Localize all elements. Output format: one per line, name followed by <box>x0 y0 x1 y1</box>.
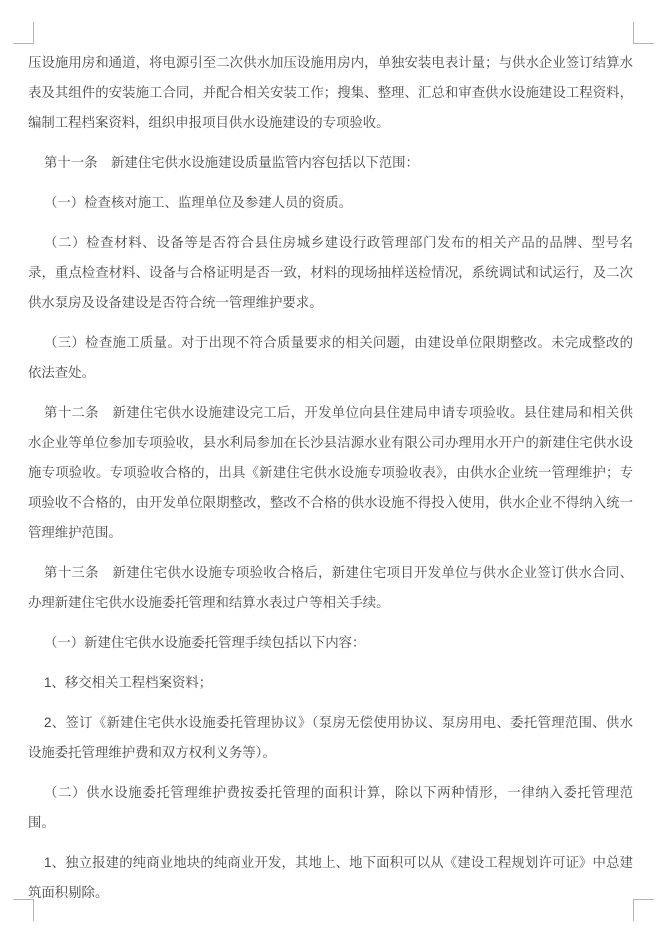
paragraph: 第十一条 新建住宅供水设施建设质量监管内容包括以下范围： <box>44 155 419 170</box>
document-text-area <box>28 48 633 908</box>
paragraph: 2、签订《新建住宅供水设施委托管理协议》（泵房无偿使用协议、泵房用电、委托管理范围、供水设施委托管理维护费和双方权利义务等）。 <box>28 715 633 760</box>
paragraph: 压设施用房和通道，将电源引至二次供水加压设施用房内，单独安装电表计量；与供水企业签订结算水表及其组件的安装施工合同，并配合相关安装工作；搜集、整理、汇总和审查供水设施建设工程资料，编制工程档案资料，组织申报项目供水设施建设的专项验收。 <box>28 55 633 130</box>
paragraph: 1、移交相关工程档案资料； <box>44 675 213 690</box>
paragraph: （一）新建住宅供水设施委托管理手续包括以下内容： <box>44 635 366 650</box>
paragraph: 第十二条 新建住宅供水设施建设完工后，开发单位向县住建局申请专项验收。县住建局和相关供水企业等单位参加专项验收，县水利局参加在长沙县洁源水业有限公司办理用水开户的新建住宅供水设施专项验收。专项验收合格的，出具《新建住宅供水设施专项验收表》，由供水企业统一管理维护；专项验收不合格的，由开发单位限期整改，整改不合格的供水设施不得投入使用，供水企业不得纳入统一管理维护范围。 <box>28 405 633 540</box>
crop-mark-top-right-icon <box>633 22 654 44</box>
paragraph: （二）供水设施委托管理维护费按委托管理的面积计算，除以下两种情形，一律纳入委托管理范围。 <box>28 785 633 830</box>
paragraph: 第十三条 新建住宅供水设施专项验收合格后，新建住宅项目开发单位与供水企业签订供水合同、办理新建住宅供水设施委托管理和结算水表过户等相关手续。 <box>28 565 633 610</box>
paragraph: 1、独立报建的纯商业地块的纯商业开发，其地上、地下面积可以从《建设工程规划许可证》中总建筑面积剔除。 <box>28 855 633 900</box>
paragraph: （一）检查核对施工、监理单位及参建人员的资质。 <box>44 195 352 210</box>
paragraph: （三）检查施工质量。对于出现不符合质量要求的相关问题，由建设单位限期整改。未完成整改的依法查处。 <box>28 335 633 380</box>
crop-mark-top-left-icon <box>13 22 34 44</box>
crop-mark-bottom-right-icon <box>633 899 654 921</box>
paragraph: （二）检查材料、设备等是否符合县住房城乡建设行政管理部门发布的相关产品的品牌、型号名录，重点检查材料、设备与合格证明是否一致，材料的现场抽样送检情况，系统调试和试运行，及二次供水泵房及设备建设是否符合统一管理维护要求。 <box>28 235 633 310</box>
